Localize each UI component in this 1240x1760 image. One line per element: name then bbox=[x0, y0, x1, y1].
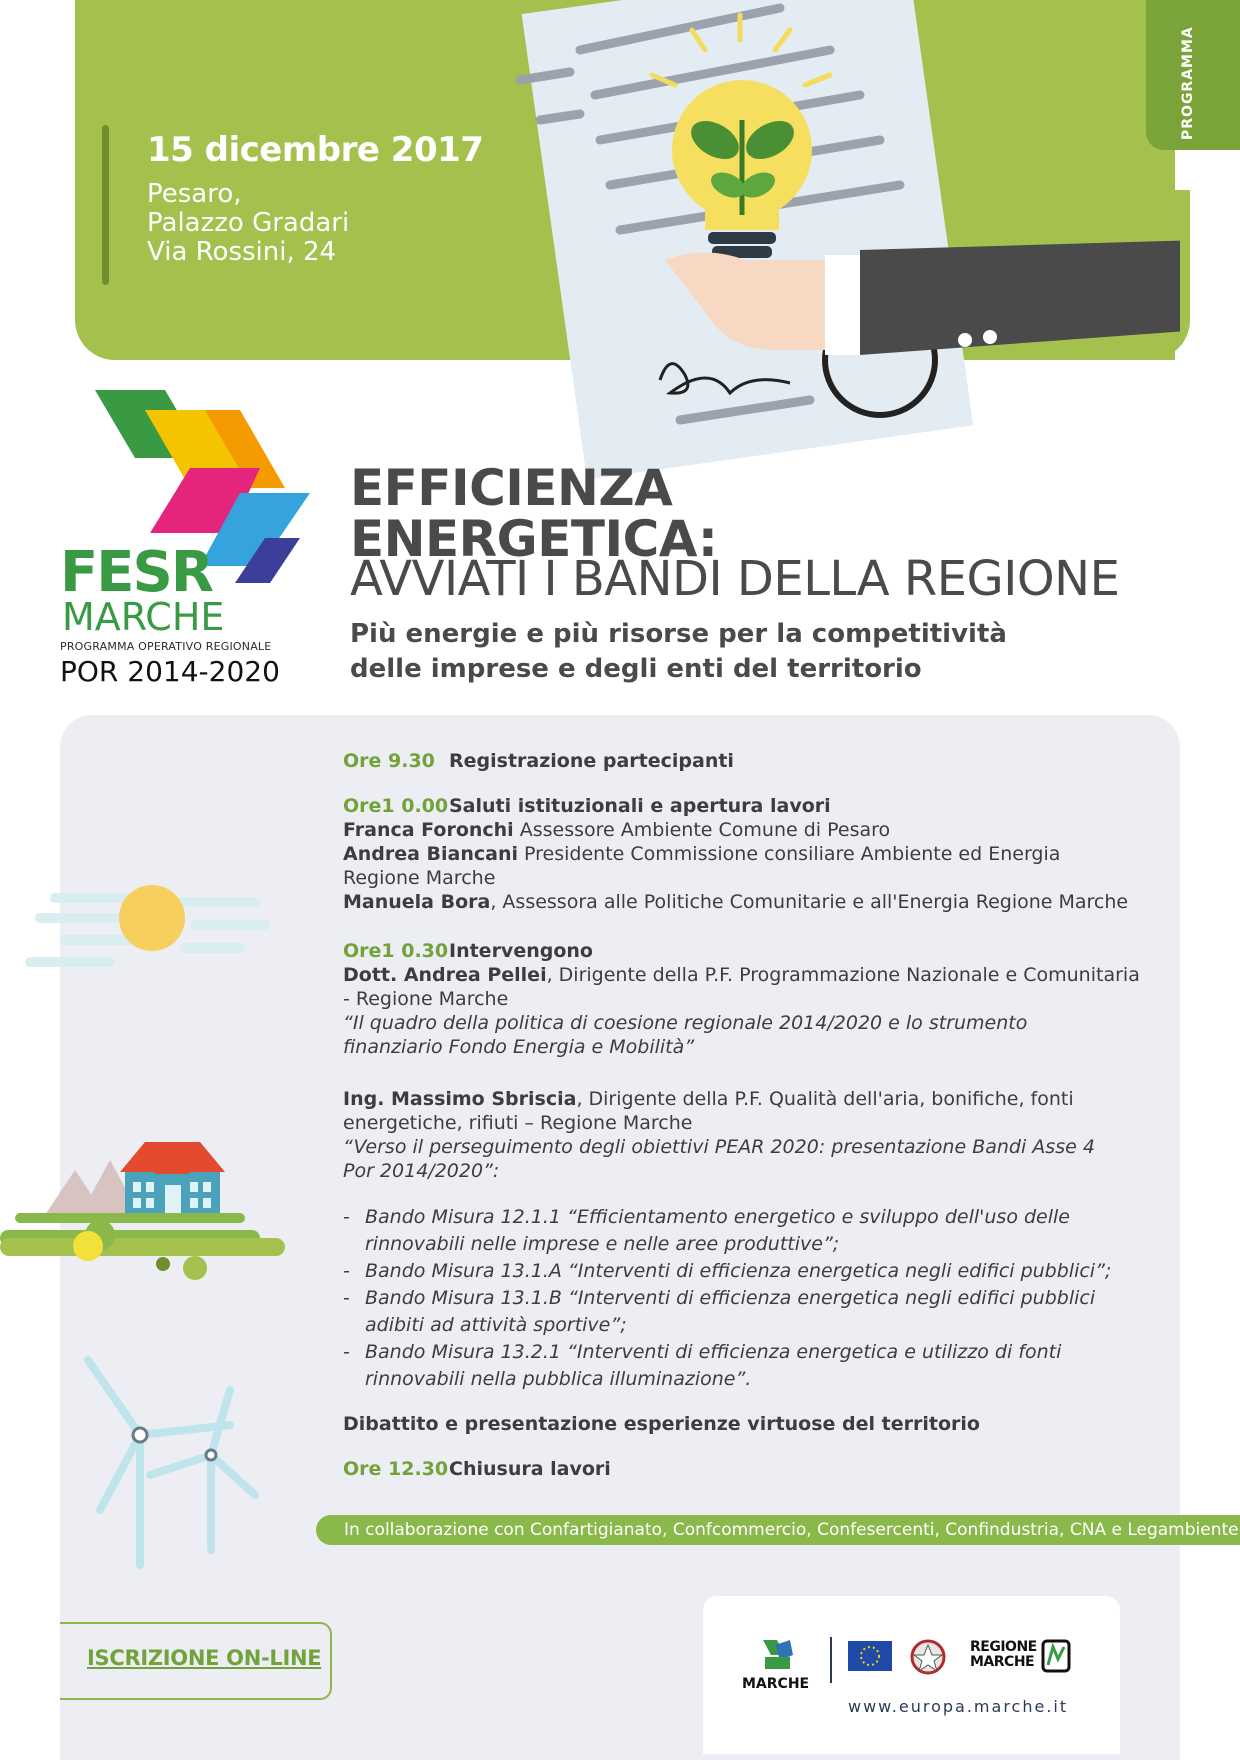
session-speakers bbox=[343, 939, 1173, 1059]
venue-line: Palazzo Gradari bbox=[147, 208, 350, 238]
date-accent-bar bbox=[102, 125, 109, 285]
marche-logo-icon bbox=[763, 1640, 793, 1669]
list-item: - Bando Misura 13.2.1 “Interventi di efficienza energetica e utilizzo di fonti rinnovabili nella pubblica illuminazione”. bbox=[343, 1341, 1062, 1390]
speaker-role: Assessore Ambiente Comune di Pesaro bbox=[513, 819, 891, 841]
iscrizione-online-label[interactable]: ISCRIZIONE ON-LINE bbox=[87, 1646, 322, 1670]
venue-line: Pesaro, bbox=[147, 179, 242, 209]
session-closing bbox=[343, 1457, 1173, 1481]
building-landscape-illustration bbox=[0, 1130, 290, 1280]
talk-title: “Il quadro della politica di coesione regionale 2014/2020 e lo strumento bbox=[343, 1012, 1028, 1034]
speaker-name: Manuela Bora bbox=[343, 891, 491, 913]
speaker-name: Andrea Biancani bbox=[343, 843, 518, 865]
subtitle-line: delle imprese e degli enti del territorio bbox=[350, 654, 922, 684]
session-time: Ore 12.30 bbox=[343, 1458, 449, 1480]
speaker-role: energetiche, rifiuti – Regione Marche bbox=[343, 1112, 693, 1134]
list-item: - Bando Misura 13.1.A “Interventi di efficienza energetica negli edifici pubblici”; bbox=[343, 1260, 1112, 1282]
title-line-1: EFFICIENZA bbox=[350, 459, 673, 517]
session-title: Intervengono bbox=[449, 940, 593, 962]
list-item: - Bando Misura 12.1.1 “Efficientamento energetico e sviluppo dell'uso delle rinnovabili nelle imprese e nelle aree produttive”; bbox=[343, 1206, 1070, 1255]
speaker-block bbox=[343, 1087, 1173, 1183]
session-time: Ore1 0.30 bbox=[343, 940, 449, 962]
session-title: Registrazione partecipanti bbox=[449, 750, 734, 772]
italian-emblem-icon bbox=[912, 1641, 944, 1673]
title-line-2: ENERGETICA: bbox=[350, 510, 718, 568]
wind-turbines-illustration bbox=[80, 1350, 270, 1570]
programma-tab-label: PROGRAMMA bbox=[1180, 26, 1196, 140]
regione-marche-logo-icon bbox=[1043, 1641, 1069, 1671]
session-title: Saluti istituzionali e apertura lavori bbox=[449, 795, 831, 817]
speaker-role: , Dirigente della P.F. Programmazione Nazionale e Comunitaria bbox=[546, 964, 1140, 986]
speaker-name: Franca Foronchi bbox=[343, 819, 514, 841]
title-line-3: AVVIATI I BANDI DELLA REGIONE bbox=[350, 551, 1120, 607]
speaker-role: Presidente Commissione consiliare Ambiente ed Energia bbox=[518, 843, 1061, 865]
fesr-logo-text: FESR bbox=[60, 540, 212, 605]
speaker-name: Dott. Andrea Pellei bbox=[343, 964, 547, 986]
subtitle-line: Più energie e più risorse per la competitività bbox=[350, 619, 1007, 649]
talk-title: “Verso il perseguimento degli obiettivi PEAR 2020: presentazione Bandi Asse 4 bbox=[343, 1136, 1095, 1158]
session-registration bbox=[343, 749, 1173, 773]
subtitle bbox=[350, 617, 1007, 687]
event-date: 15 dicembre 2017 bbox=[147, 130, 484, 170]
talk-title: Por 2014/2020”: bbox=[343, 1160, 500, 1182]
speaker-role: Regione Marche bbox=[343, 867, 496, 889]
por-label: POR 2014-2020 bbox=[60, 655, 280, 688]
list-item: - Bando Misura 13.1.B “Interventi di efficienza energetica negli edifici pubblici adibiti ad attività sportive”; bbox=[343, 1287, 1096, 1336]
iscrizione-online-button[interactable] bbox=[60, 1622, 332, 1700]
regione-marche-label: REGIONE MARCHE bbox=[970, 1639, 1037, 1670]
event-venue bbox=[147, 180, 349, 267]
speaker-role: , Assessora alle Politiche Comunitarie e all'Energia Regione Marche bbox=[490, 891, 1129, 913]
collaboration-banner: In collaborazione con Confartigianato, Confcommercio, Confesercenti, Confindustria, CNA e Legambiente bbox=[316, 1515, 1240, 1545]
bandi-list bbox=[343, 1204, 1143, 1393]
dibattito: Dibattito e presentazione esperienze virtuose del territorio bbox=[343, 1413, 980, 1435]
session-title: Chiusura lavori bbox=[449, 1458, 611, 1480]
session-time: Ore 9.30 bbox=[343, 750, 435, 772]
marche-logo-label: MARCHE bbox=[742, 1676, 810, 1692]
speaker-role: - Regione Marche bbox=[343, 988, 509, 1010]
session-welcome bbox=[343, 794, 1173, 914]
speaker-role: , Dirigente della P.F. Qualità dell'aria, bonifiche, fonti bbox=[576, 1088, 1074, 1110]
speaker-name: Ing. Massimo Sbriscia bbox=[343, 1088, 577, 1110]
lightbulb-document-illustration bbox=[480, 0, 1180, 500]
sun-clouds-illustration bbox=[25, 880, 275, 980]
talk-title: finanziario Fondo Energia e Mobilità” bbox=[343, 1036, 695, 1058]
website-url[interactable]: www.europa.marche.it bbox=[848, 1697, 1069, 1716]
venue-line: Via Rossini, 24 bbox=[147, 237, 337, 267]
sleeve bbox=[860, 240, 1180, 355]
marche-logo-text: MARCHE bbox=[62, 595, 225, 639]
session-time: Ore1 0.00 bbox=[343, 795, 449, 817]
programma-operativo-label: PROGRAMMA OPERATIVO REGIONALE bbox=[60, 640, 272, 653]
eu-flag-icon bbox=[848, 1641, 892, 1671]
